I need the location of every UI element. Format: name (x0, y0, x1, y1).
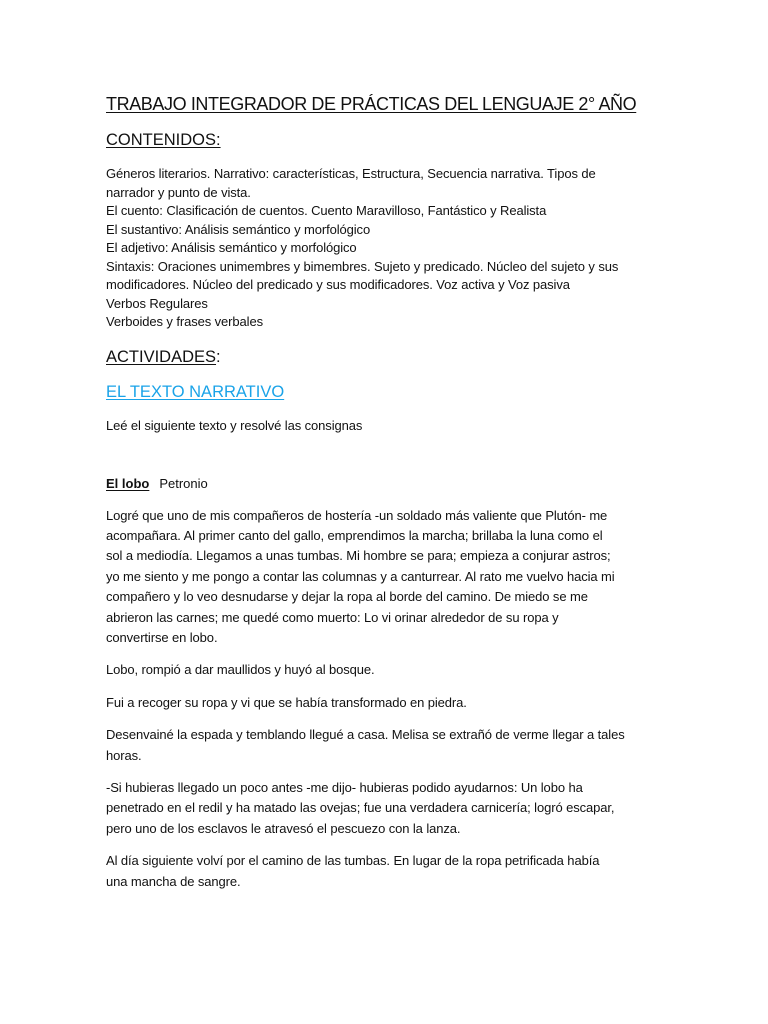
story-paragraph (106, 506, 666, 649)
paragraph-line: acompañara. Al primer canto del gallo, emprendimos la marcha; brillaba la luna como el (106, 527, 603, 543)
story-paragraph (106, 778, 666, 839)
contenidos-line: El cuento: Clasificación de cuentos. Cuento Maravilloso, Fantástico y Realista (106, 203, 547, 218)
document-page (106, 92, 666, 892)
paragraph-line: horas. (106, 747, 142, 763)
contenidos-line: Sintaxis: Oraciones unimembres y bimembres. Sujeto y predicado. Núcleo del sujeto y sus (106, 258, 619, 274)
actividades-heading (106, 346, 666, 368)
paragraph-line: convertirse en lobo. (106, 629, 218, 645)
paragraph-line: Al día siguiente volví por el camino de las tumbas. En lugar de la ropa petrificada había (106, 853, 600, 869)
contenidos-list (106, 165, 666, 332)
story-paragraph (106, 851, 666, 892)
paragraph-line: pero uno de los esclavos le atravesó el pescuezo con la lanza. (106, 820, 461, 836)
contenidos-line: El sustantivo: Análisis semántico y morfológico (106, 221, 371, 237)
contenidos-line: Géneros literarios. Narrativo: características, Estructura, Secuencia narrativa. Tipos de (106, 166, 596, 181)
paragraph-line: Logré que uno de mis compañeros de hostería -un soldado más valiente que Plutón- me (106, 507, 608, 523)
contenidos-line: modificadores. Núcleo del predicado y sus modificadores. Voz activa y Voz pasiva (106, 277, 570, 292)
paragraph-line: sol a mediodía. Llegamos a unas tumbas. Mi hombre se para; empieza a conjurar astros; (106, 548, 611, 564)
paragraph-line: yo me siento y me pongo a contar las columnas y a canturrear. Al rato me vuelvo hacia mi (106, 568, 615, 584)
paragraph-line: Lobo, rompió a dar maullidos y huyó al bosque. (106, 662, 375, 678)
actividades-heading-text: ACTIVIDADES (106, 347, 217, 366)
contenidos-line: Verboides y frases verbales (106, 314, 263, 329)
story-author: Petronio (159, 476, 208, 491)
actividades-heading-colon: : (216, 347, 221, 366)
paragraph-line: penetrado en el redil y ha matado las ovejas; fue una verdadera carnicería; logró escapar, (106, 800, 615, 816)
paragraph-line: Desenvainé la espada y temblando llegué a casa. Melisa se extrañó de verme llegar a tales (106, 727, 625, 743)
instruction-text: Leé el siguiente texto y resolvé las consignas (106, 417, 363, 433)
texto-narrativo-link[interactable]: EL TEXTO NARRATIVO (106, 382, 285, 401)
story-header (106, 475, 666, 494)
story-title: El lobo (106, 476, 150, 491)
paragraph-line: compañero y lo veo desnudarse y dejar la ropa al borde del camino. De miedo se me (106, 589, 588, 605)
paragraph-line: -Si hubieras llegado un poco antes -me dijo- hubieras podido ayudarnos: Un lobo ha (106, 779, 583, 795)
paragraph-line: abrieron las carnes; me quedé como muerto: Lo vi orinar alrededor de su ropa y (106, 609, 559, 625)
story-paragraph (106, 660, 666, 680)
contenidos-heading: CONTENIDOS: (106, 131, 221, 149)
story-paragraph (106, 725, 666, 766)
paragraph-line: una mancha de sangre. (106, 873, 241, 889)
document-title: TRABAJO INTEGRADOR DE PRÁCTICAS DEL LENGUAJE 2° AÑO (106, 94, 637, 114)
contenidos-line: Verbos Regulares (106, 295, 208, 311)
story-paragraph (106, 693, 666, 713)
contenidos-line: El adjetivo: Análisis semántico y morfológico (106, 240, 357, 255)
contenidos-line: narrador y punto de vista. (106, 184, 251, 200)
paragraph-line: Fui a recoger su ropa y vi que se había transformado en piedra. (106, 694, 467, 710)
